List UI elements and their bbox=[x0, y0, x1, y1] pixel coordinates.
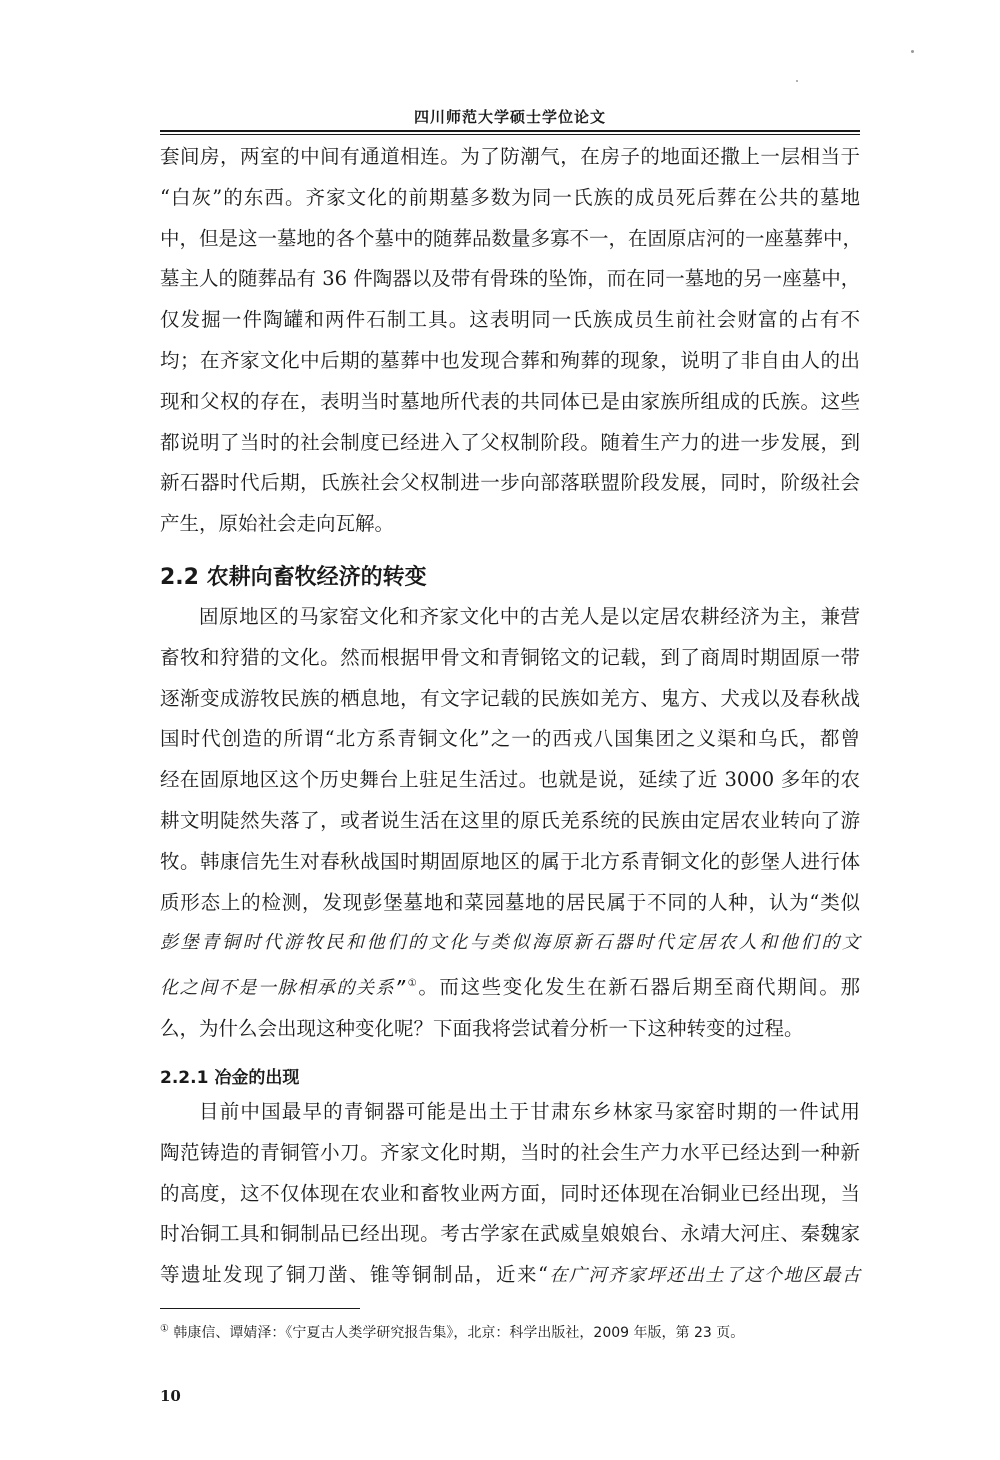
text-line: 套间房，两室的中间有通道相连。为了防潮气，在房子的地面还撒上一层相当于 bbox=[160, 145, 860, 168]
page-number: 10 bbox=[160, 1387, 181, 1405]
text-line bbox=[160, 964, 860, 1009]
text-line: 都说明了当时的社会制度已经进入了父权制阶段。随着生产力的进一步发展，到 bbox=[160, 430, 860, 454]
text-line: 墓主人的随葬品有 36 件陶器以及带有骨珠的坠饰，而在同一墓地的另一座墓中， bbox=[160, 267, 861, 291]
footnote-marker: ① bbox=[160, 1323, 169, 1335]
section-heading: 2.2 农耕向畜牧经济的转变 bbox=[160, 565, 427, 590]
text-line: 经在固原地区这个历史舞台上驻足生活过。也就是说，延续了近 3000 多年的农 bbox=[160, 768, 860, 792]
body-paragraph-3 bbox=[160, 1092, 860, 1297]
text-line: 目前中国最早的青铜器可能是出土于甘肃东乡林家马家窑时期的一件试用 bbox=[199, 1100, 860, 1123]
header-rule bbox=[160, 130, 860, 132]
text-segment: 等遗址发现了铜刀凿、锥等铜制品，近来“ bbox=[160, 1263, 548, 1287]
subsection-heading: 2.2.1 冶金的出现 bbox=[160, 1068, 300, 1088]
text-line: 国时代创造的所谓“北方系青铜文化”之一的西戎八国集团之义渠和乌氏，都曾 bbox=[160, 727, 860, 751]
text-line: 时冶铜工具和铜制品已经出现。考古学家在武威皇娘娘台、永靖大河庄、秦魏家 bbox=[160, 1222, 860, 1246]
scan-speck bbox=[911, 50, 914, 53]
scan-speck bbox=[796, 80, 798, 82]
footnote-rule bbox=[160, 1308, 360, 1309]
quoted-text: 在广河齐家坪还出土了这个地区最古 bbox=[547, 1265, 860, 1287]
text-line: 逐渐变成游牧民族的栖息地，有文字记载的民族如羌方、鬼方、犬戎以及春秋战 bbox=[160, 686, 860, 710]
text-line: 质形态上的检测，发现彭堡墓地和菜园墓地的居民属于不同的人种，认为“类似 bbox=[160, 890, 860, 914]
text-line: “白灰”的东西。齐家文化的前期墓多数为同一氏族的成员死后葬在公共的墓地 bbox=[160, 185, 860, 209]
text-line: 仅发掘一件陶罐和两件石制工具。这表明同一氏族成员生前社会财富的占有不 bbox=[160, 308, 860, 332]
quoted-text: 化之间不是一脉相承的关系” bbox=[160, 977, 407, 999]
text-line: 陶范铸造的青铜管小刀。齐家文化时期，当时的社会生产力水平已经达到一种新 bbox=[160, 1140, 860, 1164]
footnote-text: 韩康信、谭婧泽：《宁夏古人类学研究报告集》，北京：科学出版社，2009 年版，第 23 页。 bbox=[173, 1325, 745, 1341]
text-line: 新石器时代后期，氏族社会父权制进一步向部落联盟阶段发展，同时，阶级社会 bbox=[160, 471, 860, 495]
text-line: 牧。韩康信先生对春秋战国时期固原地区的属于北方系青铜文化的彭堡人进行体 bbox=[160, 849, 860, 873]
text-line: 的高度，这不仅体现在农业和畜牧业两方面，同时还体现在冶铜业已经出现，当 bbox=[160, 1181, 860, 1205]
running-header: 四川师范大学硕士学位论文 bbox=[413, 108, 606, 126]
text-line bbox=[160, 1255, 860, 1297]
text-line: 中，但是这一墓地的各个墓中的随葬品数量多寡不一，在固原店河的一座墓葬中， bbox=[160, 226, 863, 250]
header-rule-thin bbox=[160, 134, 860, 135]
footnote-ref: ① bbox=[406, 978, 419, 990]
text-line: 现和父权的存在，表明当时墓地所代表的共同体已是由家族所组成的氏族。这些 bbox=[160, 389, 860, 413]
text-line: 固原地区的马家窑文化和齐家文化中的古羌人是以定居农耕经济为主，兼营 bbox=[199, 605, 860, 628]
text-line: 么，为什么会出现这种变化呢？下面我将尝试着分析一下这种转变的过程。 bbox=[160, 1017, 804, 1041]
text-segment: 。而这些变化发生在新石器后期至商代期间。那 bbox=[418, 975, 860, 999]
text-line: 畜牧和狩猎的文化。然而根据甲骨文和青铜铭文的记载，到了商周时期固原一带 bbox=[160, 645, 860, 669]
text-line: 均；在齐家文化中后期的墓葬中也发现合葬和殉葬的现象，说明了非自由人的出 bbox=[160, 348, 860, 372]
quoted-text-line: 彭堡青铜时代游牧民和他们的文化与类似海原新石器时代定居农人和他们的文 bbox=[160, 932, 860, 954]
body-paragraph-1 bbox=[160, 137, 863, 545]
text-line: 耕文明陡然失落了，或者说生活在这里的原氏羌系统的民族由定居农业转向了游 bbox=[160, 808, 860, 832]
text-line: 产生，原始社会走向瓦解。 bbox=[160, 512, 395, 536]
body-paragraph-2 bbox=[160, 597, 860, 1050]
footnote bbox=[160, 1322, 860, 1342]
